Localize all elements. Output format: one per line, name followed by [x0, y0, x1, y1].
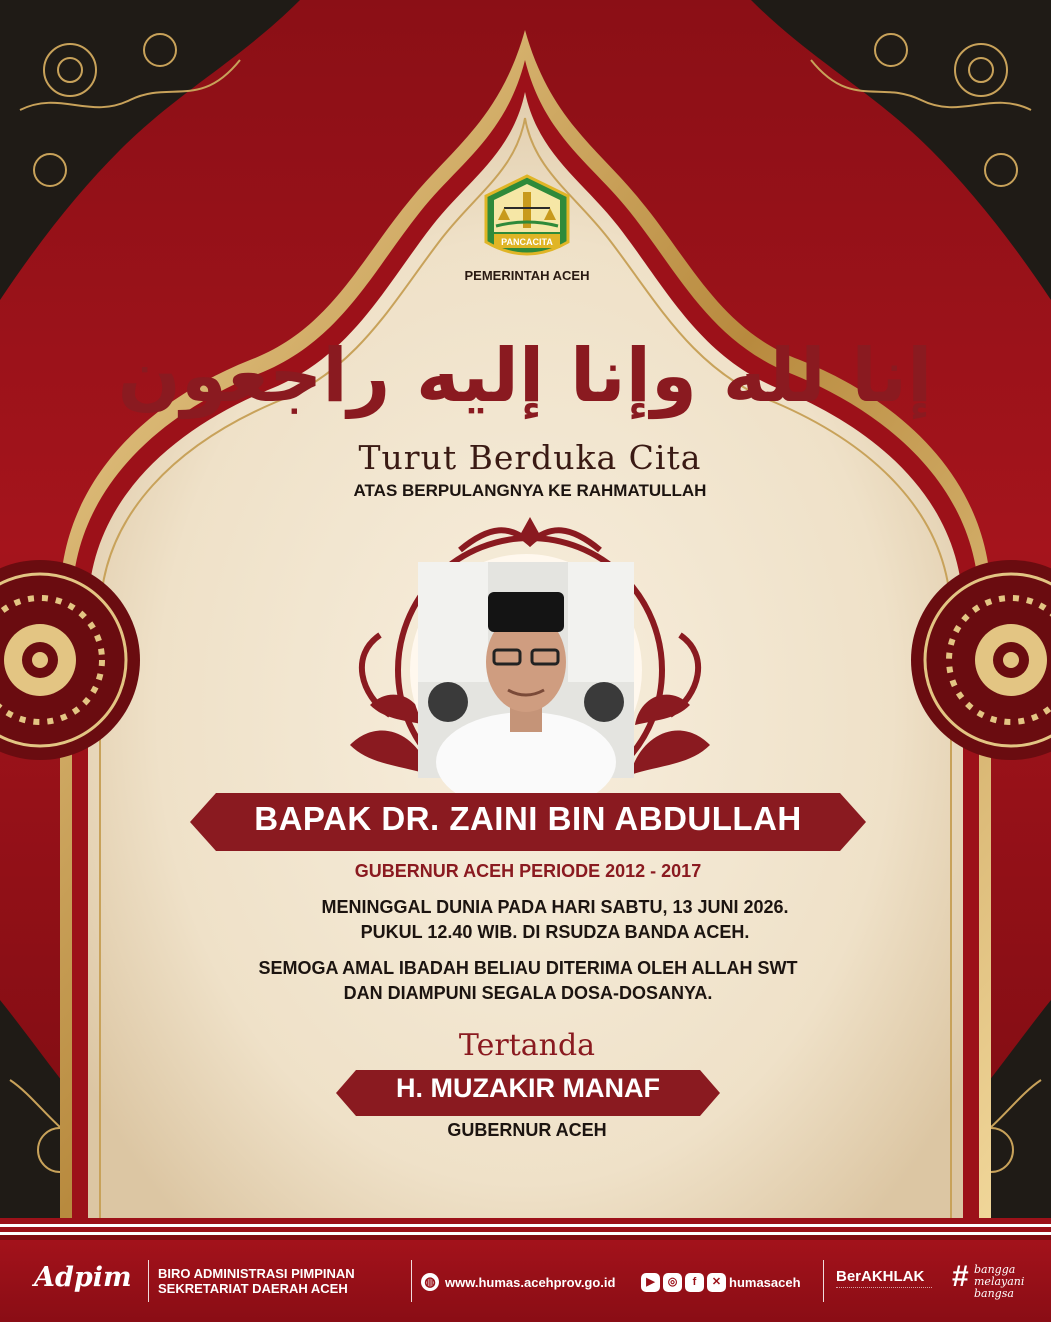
org-line-2: SEKRETARIAT DAERAH ACEH	[158, 1281, 348, 1296]
message-line-1: MENINGGAL DUNIA PADA HARI SABTU, 13 JUNI 2026.	[321, 897, 789, 917]
org-line-1: BIRO ADMINISTRASI PIMPINAN	[158, 1266, 355, 1281]
website-link[interactable]	[421, 1271, 615, 1293]
aceh-emblem-logo	[484, 174, 570, 266]
slogan-line-2: melayani	[974, 1275, 1025, 1288]
x-icon[interactable]: ✕	[707, 1273, 726, 1292]
footer-divider	[411, 1260, 412, 1302]
title-condolence: Turut Berduka Cita	[358, 438, 702, 477]
deceased-position: GUBERNUR ACEH PERIODE 2012 - 2017	[354, 861, 702, 881]
footer-bar	[0, 1240, 1051, 1322]
deceased-name: BAPAK DR. ZAINI BIN ABDULLAH	[254, 800, 802, 837]
signer-title: GUBERNUR ACEH	[447, 1120, 607, 1140]
instagram-icon[interactable]: ◎	[663, 1273, 682, 1292]
signer-name: H. MUZAKIR MANAF	[396, 1073, 660, 1103]
message-line-2: PUKUL 12.40 WIB. DI RSUDZA BANDA ACEH.	[360, 922, 750, 942]
emblem-badge-text: PANCACITA	[501, 237, 553, 247]
slogan-line-1: bangga	[974, 1263, 1016, 1276]
youtube-icon[interactable]: ▶	[641, 1273, 660, 1292]
subtitle-returned-to-god: ATAS BERPULANGNYA KE RAHMATULLAH	[353, 481, 707, 500]
message-line-4: DAN DIAMPUNI SEGALA DOSA-DOSANYA.	[343, 983, 713, 1003]
adpim-logo: Adpim	[34, 1262, 132, 1293]
org-name	[158, 1266, 355, 1296]
message-line-3: SEMOGA AMAL IBADAH BELIAU DITERIMA OLEH ALLAH SWT	[258, 958, 798, 978]
footer-divider	[148, 1260, 149, 1302]
facebook-icon[interactable]: f	[685, 1273, 704, 1292]
berakhlak-logo: BerAKHLAK	[836, 1268, 925, 1285]
slogan-line-3: bangsa	[974, 1287, 1014, 1300]
berakhlak-tagline-decor	[836, 1287, 932, 1298]
signed-label: Tertanda	[458, 1028, 596, 1063]
calligraphy-text: إنا لله وإنا إليه راجعون	[117, 333, 933, 419]
globe-icon: ◍	[421, 1273, 439, 1291]
footer-divider	[823, 1260, 824, 1302]
footer-stripes	[0, 1218, 1051, 1240]
arabic-calligraphy	[117, 305, 933, 435]
logo-caption: PEMERINTAH ACEH	[464, 268, 590, 283]
hashtag-icon: #	[952, 1260, 969, 1293]
social-handle: humasaceh	[729, 1274, 801, 1290]
slogan	[974, 1264, 1024, 1300]
social-links[interactable]	[641, 1271, 801, 1293]
website-url: www.humas.acehprov.go.id	[445, 1274, 616, 1290]
portrait-photo	[410, 554, 642, 786]
